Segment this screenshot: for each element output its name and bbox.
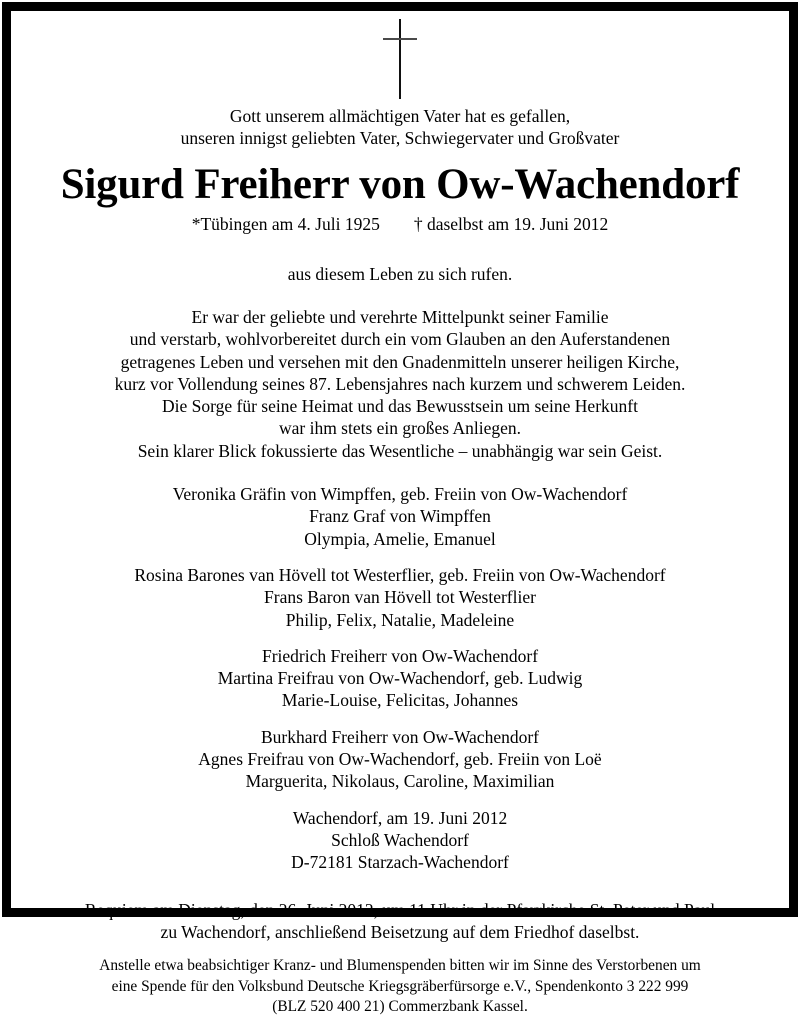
surviving-family-list	[25, 483, 775, 793]
family-group	[25, 645, 775, 712]
called-line: aus diesem Leben zu sich rufen.	[287, 264, 513, 284]
family-member: Rosina Barones van Hövell tot Westerflier, geb. Freiin von Ow-Wachendorf	[134, 564, 666, 585]
tribute-text	[25, 306, 775, 462]
family-group	[25, 483, 775, 550]
family-member: Agnes Freifrau von Ow-Wachendorf, geb. Freiin von Loë	[198, 749, 602, 770]
donation-line-1: Anstelle etwa beabsichtiger Kranz- und Blumenspenden bitten wir im Sinne des Verstorbenen um	[99, 957, 701, 975]
donation-line-2: eine Spende für den Volksbund Deutsche Kriegsgräberfürsorge e.V., Spendenkonto 3 222 999	[111, 977, 689, 995]
address-line-2: D-72181 Starzach-Wachendorf	[291, 852, 509, 873]
tribute-line-3: getragenes Leben und versehen mit den Gnadenmitteln unserer heiligen Kirche,	[120, 351, 680, 372]
tribute-line-1: Er war der geliebte und verehrte Mittelpunkt seiner Familie	[191, 307, 609, 327]
intro-line-1: Gott unserem allmächtigen Vater hat es gefallen,	[229, 106, 571, 126]
tribute-line-7: Sein klarer Blick fokussierte das Wesentliche – unabhängig war sein Geist.	[137, 440, 663, 461]
latin-cross-icon	[378, 19, 422, 99]
donation-line-3: (BLZ 520 400 21) Commerzbank Kassel.	[272, 998, 528, 1016]
deceased-dates	[192, 212, 609, 236]
family-member: Burkhard Freiherr von Ow-Wachendorf	[260, 726, 539, 747]
birth-date: *Tübingen am 4. Juli 1925	[191, 214, 380, 234]
family-member: Marie-Louise, Felicitas, Johannes	[281, 690, 519, 711]
cross-bar	[383, 38, 417, 40]
place-date-line: Wachendorf, am 19. Juni 2012	[292, 807, 508, 828]
death-date: † daselbst am 19. Juni 2012	[413, 214, 609, 234]
family-member: Veronika Gräfin von Wimpffen, geb. Freiin von Ow-Wachendorf	[172, 484, 628, 505]
deceased-name: Sigurd Freiherr von Ow-Wachendorf	[60, 161, 740, 208]
tribute-line-5: Die Sorge für seine Heimat und das Bewusstsein um seine Herkunft	[162, 396, 638, 417]
family-member: Philip, Felix, Natalie, Madeleine	[285, 609, 515, 630]
family-group	[25, 726, 775, 793]
family-member: Frans Baron van Hövell tot Westerflier	[264, 587, 536, 608]
family-member: Friedrich Freiherr von Ow-Wachendorf	[261, 645, 539, 666]
family-member: Olympia, Amelie, Emanuel	[304, 528, 496, 549]
requiem-line-1: Requiem am Dienstag, den 26. Juni 2012, um 11 Uhr in der Pfarrkirche St. Peter und Paul	[84, 899, 716, 920]
tribute-line-6: war ihm stets ein großes Anliegen.	[278, 418, 522, 439]
donation-request	[25, 956, 775, 1018]
called-text	[25, 236, 775, 285]
tribute-line-4: kurz vor Vollendung seines 87. Lebensjahres nach kurzem und schwerem Leiden.	[114, 373, 686, 394]
cross-symbol-container	[25, 19, 775, 99]
cross-stem	[399, 19, 401, 99]
tribute-line-2: und verstarb, wohlvorbereitet durch ein vom Glauben an den Auferstandenen	[129, 329, 671, 350]
family-member: Marguerita, Nikolaus, Caroline, Maximilian	[245, 771, 555, 792]
place-and-address	[25, 807, 775, 874]
family-member: Franz Graf von Wimpffen	[309, 506, 491, 527]
intro-text	[25, 105, 775, 149]
family-group	[25, 564, 775, 631]
family-member: Martina Freifrau von Ow-Wachendorf, geb. Ludwig	[217, 668, 583, 689]
requiem-details	[25, 899, 775, 944]
address-line-1: Schloß Wachendorf	[331, 829, 469, 850]
notice-frame	[2, 2, 798, 1016]
requiem-line-2: zu Wachendorf, anschließend Beisetzung auf dem Friedhof daselbst.	[160, 921, 640, 942]
intro-line-2: unseren innigst geliebten Vater, Schwiegervater und Großvater	[180, 128, 620, 148]
